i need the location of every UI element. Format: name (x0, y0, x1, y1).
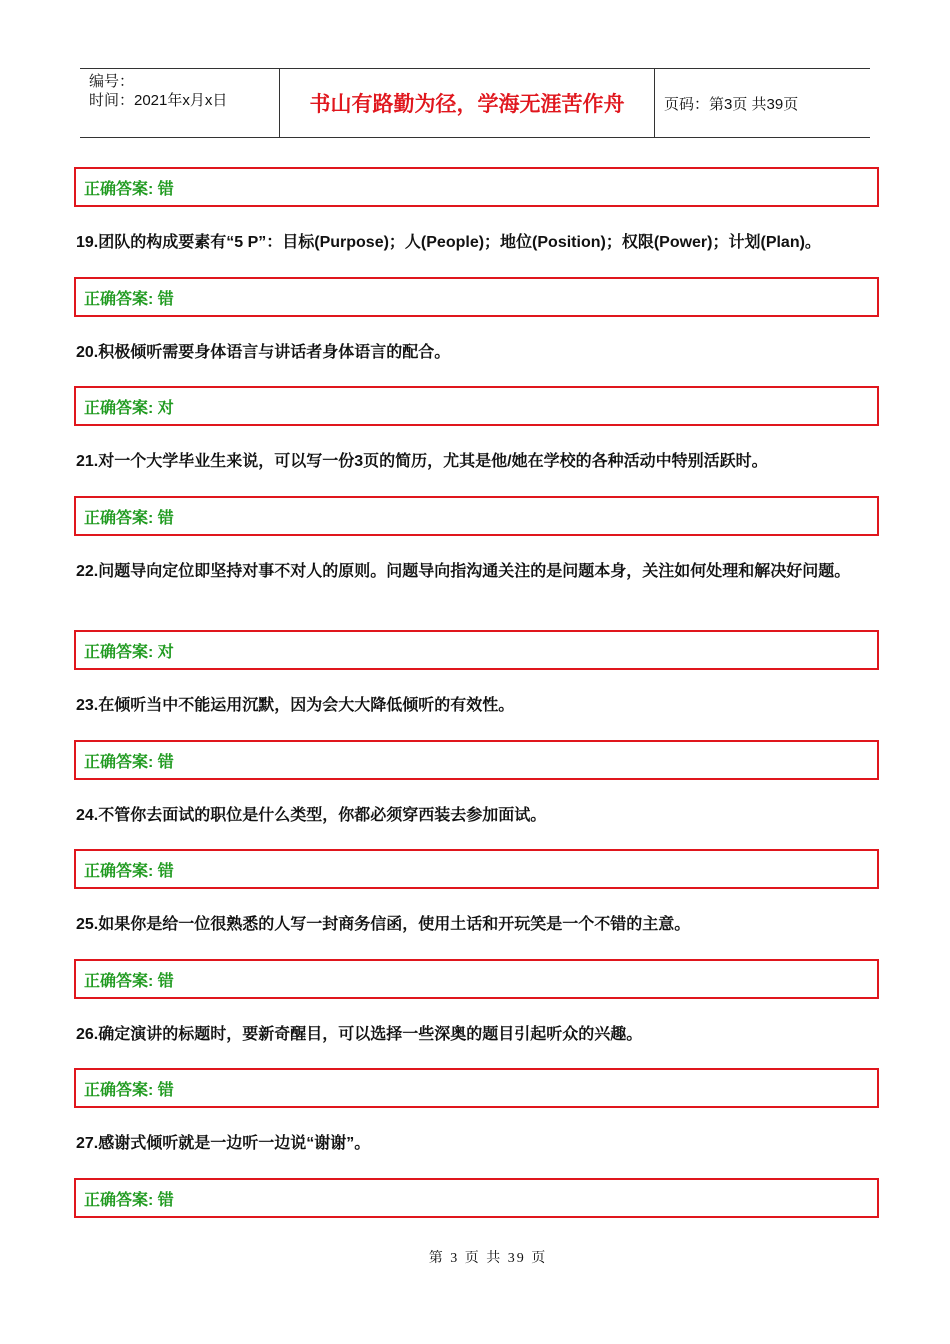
page-header (80, 68, 870, 138)
answer-box: 正确答案: 错 (74, 1068, 879, 1108)
header-meta (80, 69, 280, 137)
question-25: 25.如果你是给一位很熟悉的人写一封商务信函，使用土话和开玩笑是一个不错的主意。 (76, 916, 691, 933)
document-number: 编号： (89, 73, 135, 90)
header-motto: 书山有路勤为径，学海无涯苦作舟 (280, 69, 655, 137)
page-footer: 第 3 页 共 39 页 (428, 1251, 548, 1266)
question-19: 19.团队的构成要素有“5 P”：目标(Purpose)；人(People)；地位(Position)；权限(Power)；计划(Plan)。 (76, 234, 821, 251)
question-24: 24.不管你去面试的职位是什么类型，你都必须穿西装去参加面试。 (76, 807, 547, 824)
answer-box: 正确答案: 错 (74, 1178, 879, 1218)
answer-box: 正确答案: 错 (74, 277, 879, 317)
header-page-info: 页码：第3页 共39页 (664, 95, 799, 113)
answer-box: 正确答案: 对 (74, 630, 879, 670)
question-23: 23.在倾听当中不能运用沉默，因为会大大降低倾听的有效性。 (76, 697, 515, 714)
document-date: 时间：2021年x月x日 (89, 92, 228, 109)
question-26: 26.确定演讲的标题时，要新奇醒目，可以选择一些深奥的题目引起听众的兴趣。 (76, 1026, 643, 1043)
answer-box: 正确答案: 错 (74, 167, 879, 207)
question-21: 21.对一个大学毕业生来说，可以写一份3页的简历，尤其是他/她在学校的各种活动中特别活跃时。 (76, 453, 768, 470)
answer-box: 正确答案: 错 (74, 849, 879, 889)
answer-box: 正确答案: 错 (74, 959, 879, 999)
question-20: 20.积极倾听需要身体语言与讲话者身体语言的配合。 (76, 344, 451, 361)
answer-box: 正确答案: 对 (74, 386, 879, 426)
answer-box: 正确答案: 错 (74, 740, 879, 780)
answer-box: 正确答案: 错 (74, 496, 879, 536)
question-22: 22.问题导向定位即坚持对事不对人的原则。问题导向指沟通关注的是问题本身，关注如何处理和解决好问题。 (76, 563, 851, 580)
question-27: 27.感谢式倾听就是一边听一边说“谢谢”。 (76, 1135, 371, 1152)
